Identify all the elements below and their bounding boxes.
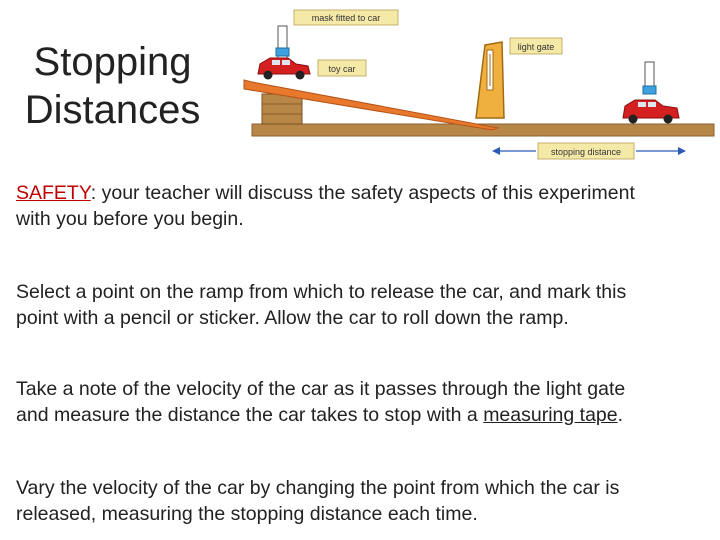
vary-text-line1: Vary the velocity of the car by changing the point from which the car is: [16, 477, 620, 499]
measure-text-line1: Take a note of the velocity of the car as it passes through the light gate: [16, 378, 626, 400]
release-text-line1: Select a point on the ramp from which to release the car, and mark this: [16, 281, 627, 303]
measure-text-line2-post: .: [617, 404, 624, 426]
toy-car: [258, 26, 310, 80]
light-gate-label: light gate: [517, 42, 555, 52]
safety-paragraph: [16, 180, 716, 232]
measure-paragraph: [16, 376, 716, 428]
safety-text-line2: with you before you begin.: [16, 208, 244, 230]
release-text-line2: point with a pencil or sticker. Allow the car to roll down the ramp.: [16, 307, 569, 329]
page-title: [10, 38, 215, 134]
vary-text-line2: released, measuring the stopping distance each time.: [16, 503, 478, 525]
experiment-diagram: [230, 0, 720, 165]
stopping-distance-label: stopping distance: [550, 147, 622, 157]
ramp-support-block: [262, 94, 302, 124]
stopped-car: [623, 62, 679, 124]
safety-emphasis: SAFETY: [16, 182, 91, 204]
release-paragraph: [16, 279, 716, 331]
title-line-2: Distances: [24, 88, 201, 132]
title-line-1: Stopping: [33, 40, 192, 84]
toy-car-label: toy car: [328, 64, 356, 74]
measure-text-line2-pre: and measure the distance the car takes to stop with a: [16, 404, 484, 426]
vary-paragraph: [16, 475, 716, 527]
safety-text-line1: : your teacher will discuss the safety aspects of this experiment: [90, 182, 635, 204]
measuring-tape-link[interactable]: measuring tape: [483, 404, 618, 426]
mask-label: mask fitted to car: [311, 13, 381, 23]
